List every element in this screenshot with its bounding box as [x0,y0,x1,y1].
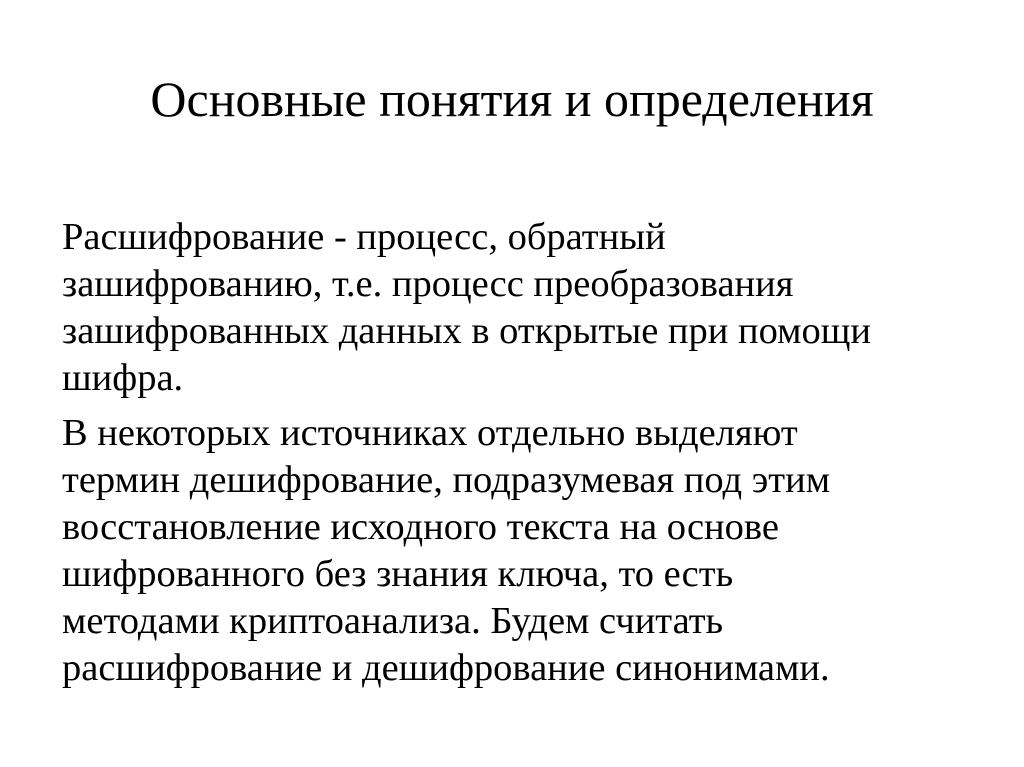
paragraph-decipherment-note [62,410,982,692]
paragraph-line: зашифрованных данных в открытые при помощи [62,310,871,352]
paragraph-line: В некоторых источниках отдельно выделяют [62,412,798,454]
slide-title: Основные понятия и определения [150,71,874,127]
paragraph-line: шифрованного без знания ключа, то есть [62,553,734,595]
slide-body [62,214,982,700]
paragraph-line: расшифрование и дешифрование синонимами. [62,647,830,689]
paragraph-line: методами криптоанализа. Будем считать [62,600,724,642]
paragraph-line: шифра. [62,357,184,399]
paragraph-line: восстановление исходного текста на основе [62,506,779,548]
paragraph-line: Расшифрование - процесс, обратный [62,216,666,258]
paragraph-line: зашифрованию, т.е. процесс преобразования [62,263,794,305]
paragraph-line: термин дешифрование, подразумевая под этим [62,459,831,501]
paragraph-decryption-definition [62,214,982,402]
